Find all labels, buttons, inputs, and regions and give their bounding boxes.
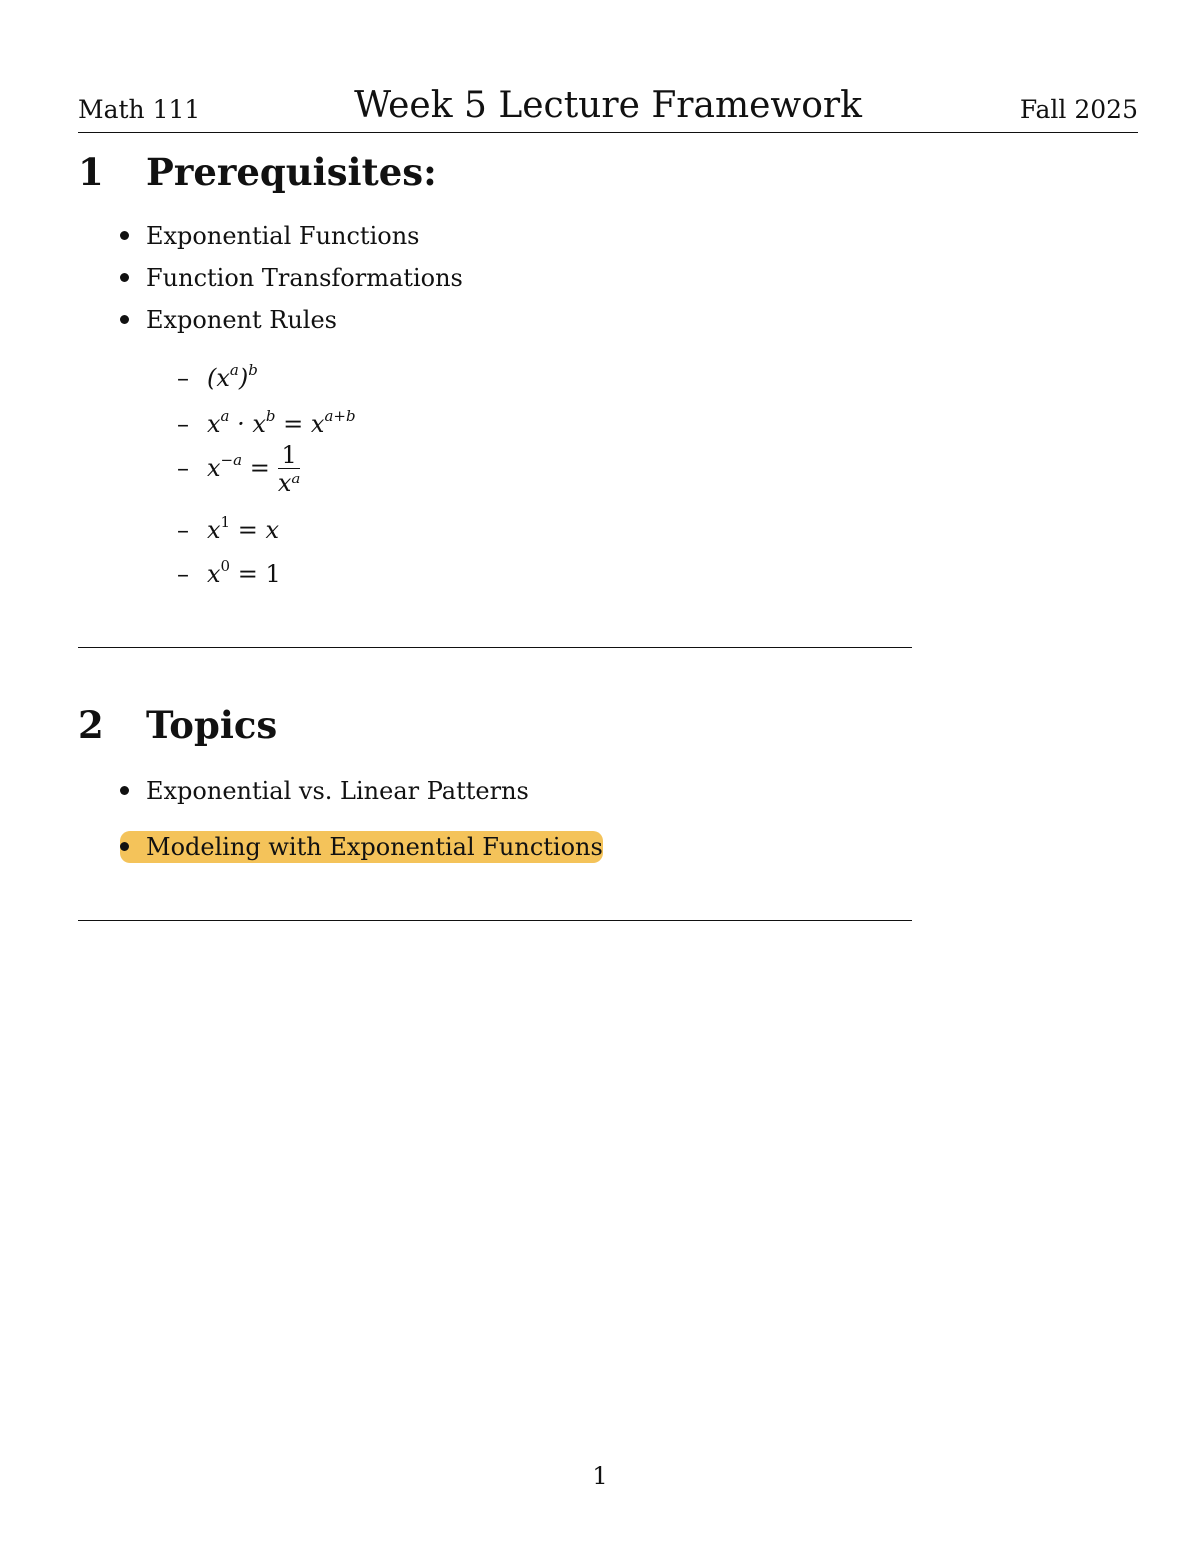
list-item-text: Function Transformations [146,264,463,292]
exponent-rule-zero: – $x^0 = 1$ [177,557,281,588]
section-title: Prerequisites: [146,150,437,194]
page-number: 1 [592,1462,608,1490]
dash-icon: – [177,560,189,588]
section-title: Topics [146,703,278,747]
exponent-rule-power: – $(x^a)^b$ [177,361,258,392]
bullet-icon [120,315,129,324]
list-item [120,306,337,334]
section-divider [78,647,912,648]
bullet-icon [120,842,129,851]
fraction: $\frac{1}{\text{xᵃ}}$ [277,441,301,497]
list-item-text: Exponent Rules [146,306,337,334]
dash-icon: – [177,364,189,392]
exponent-rule-product: – $x^a \cdot x^b = x^{a+b}$ [177,407,356,438]
list-item-text: Exponential Functions [146,222,420,250]
section-number: 1 [78,150,104,194]
exponent-rule-negative: – $x^{-a}$ = $\frac{1}{\text{xᵃ}}$ [177,441,301,497]
exponent-rule-one: – $x^1 = x$ [177,513,279,544]
term-label: Fall 2025 [1019,95,1138,124]
dash-icon: – [177,516,189,544]
section-heading-prerequisites [78,150,437,194]
section-number: 2 [78,703,104,747]
list-item [120,264,463,292]
page-header [78,84,1138,133]
list-item-text: Exponential vs. Linear Patterns [146,777,529,805]
list-item-highlighted[interactable] [120,833,603,861]
section-heading-topics [78,703,277,747]
bullet-icon [120,273,129,282]
document-title: Week 5 Lecture Framework [354,85,862,126]
list-item-text: Modeling with Exponential Functions [146,833,603,861]
dash-icon: – [177,454,189,482]
list-item [120,222,419,250]
section-divider [78,920,912,921]
dash-icon: – [177,410,189,438]
bullet-icon [120,786,129,795]
course-label: Math 111 [78,95,201,124]
list-item [120,777,529,805]
text-highlight[interactable] [120,831,603,863]
bullet-icon [120,231,129,240]
